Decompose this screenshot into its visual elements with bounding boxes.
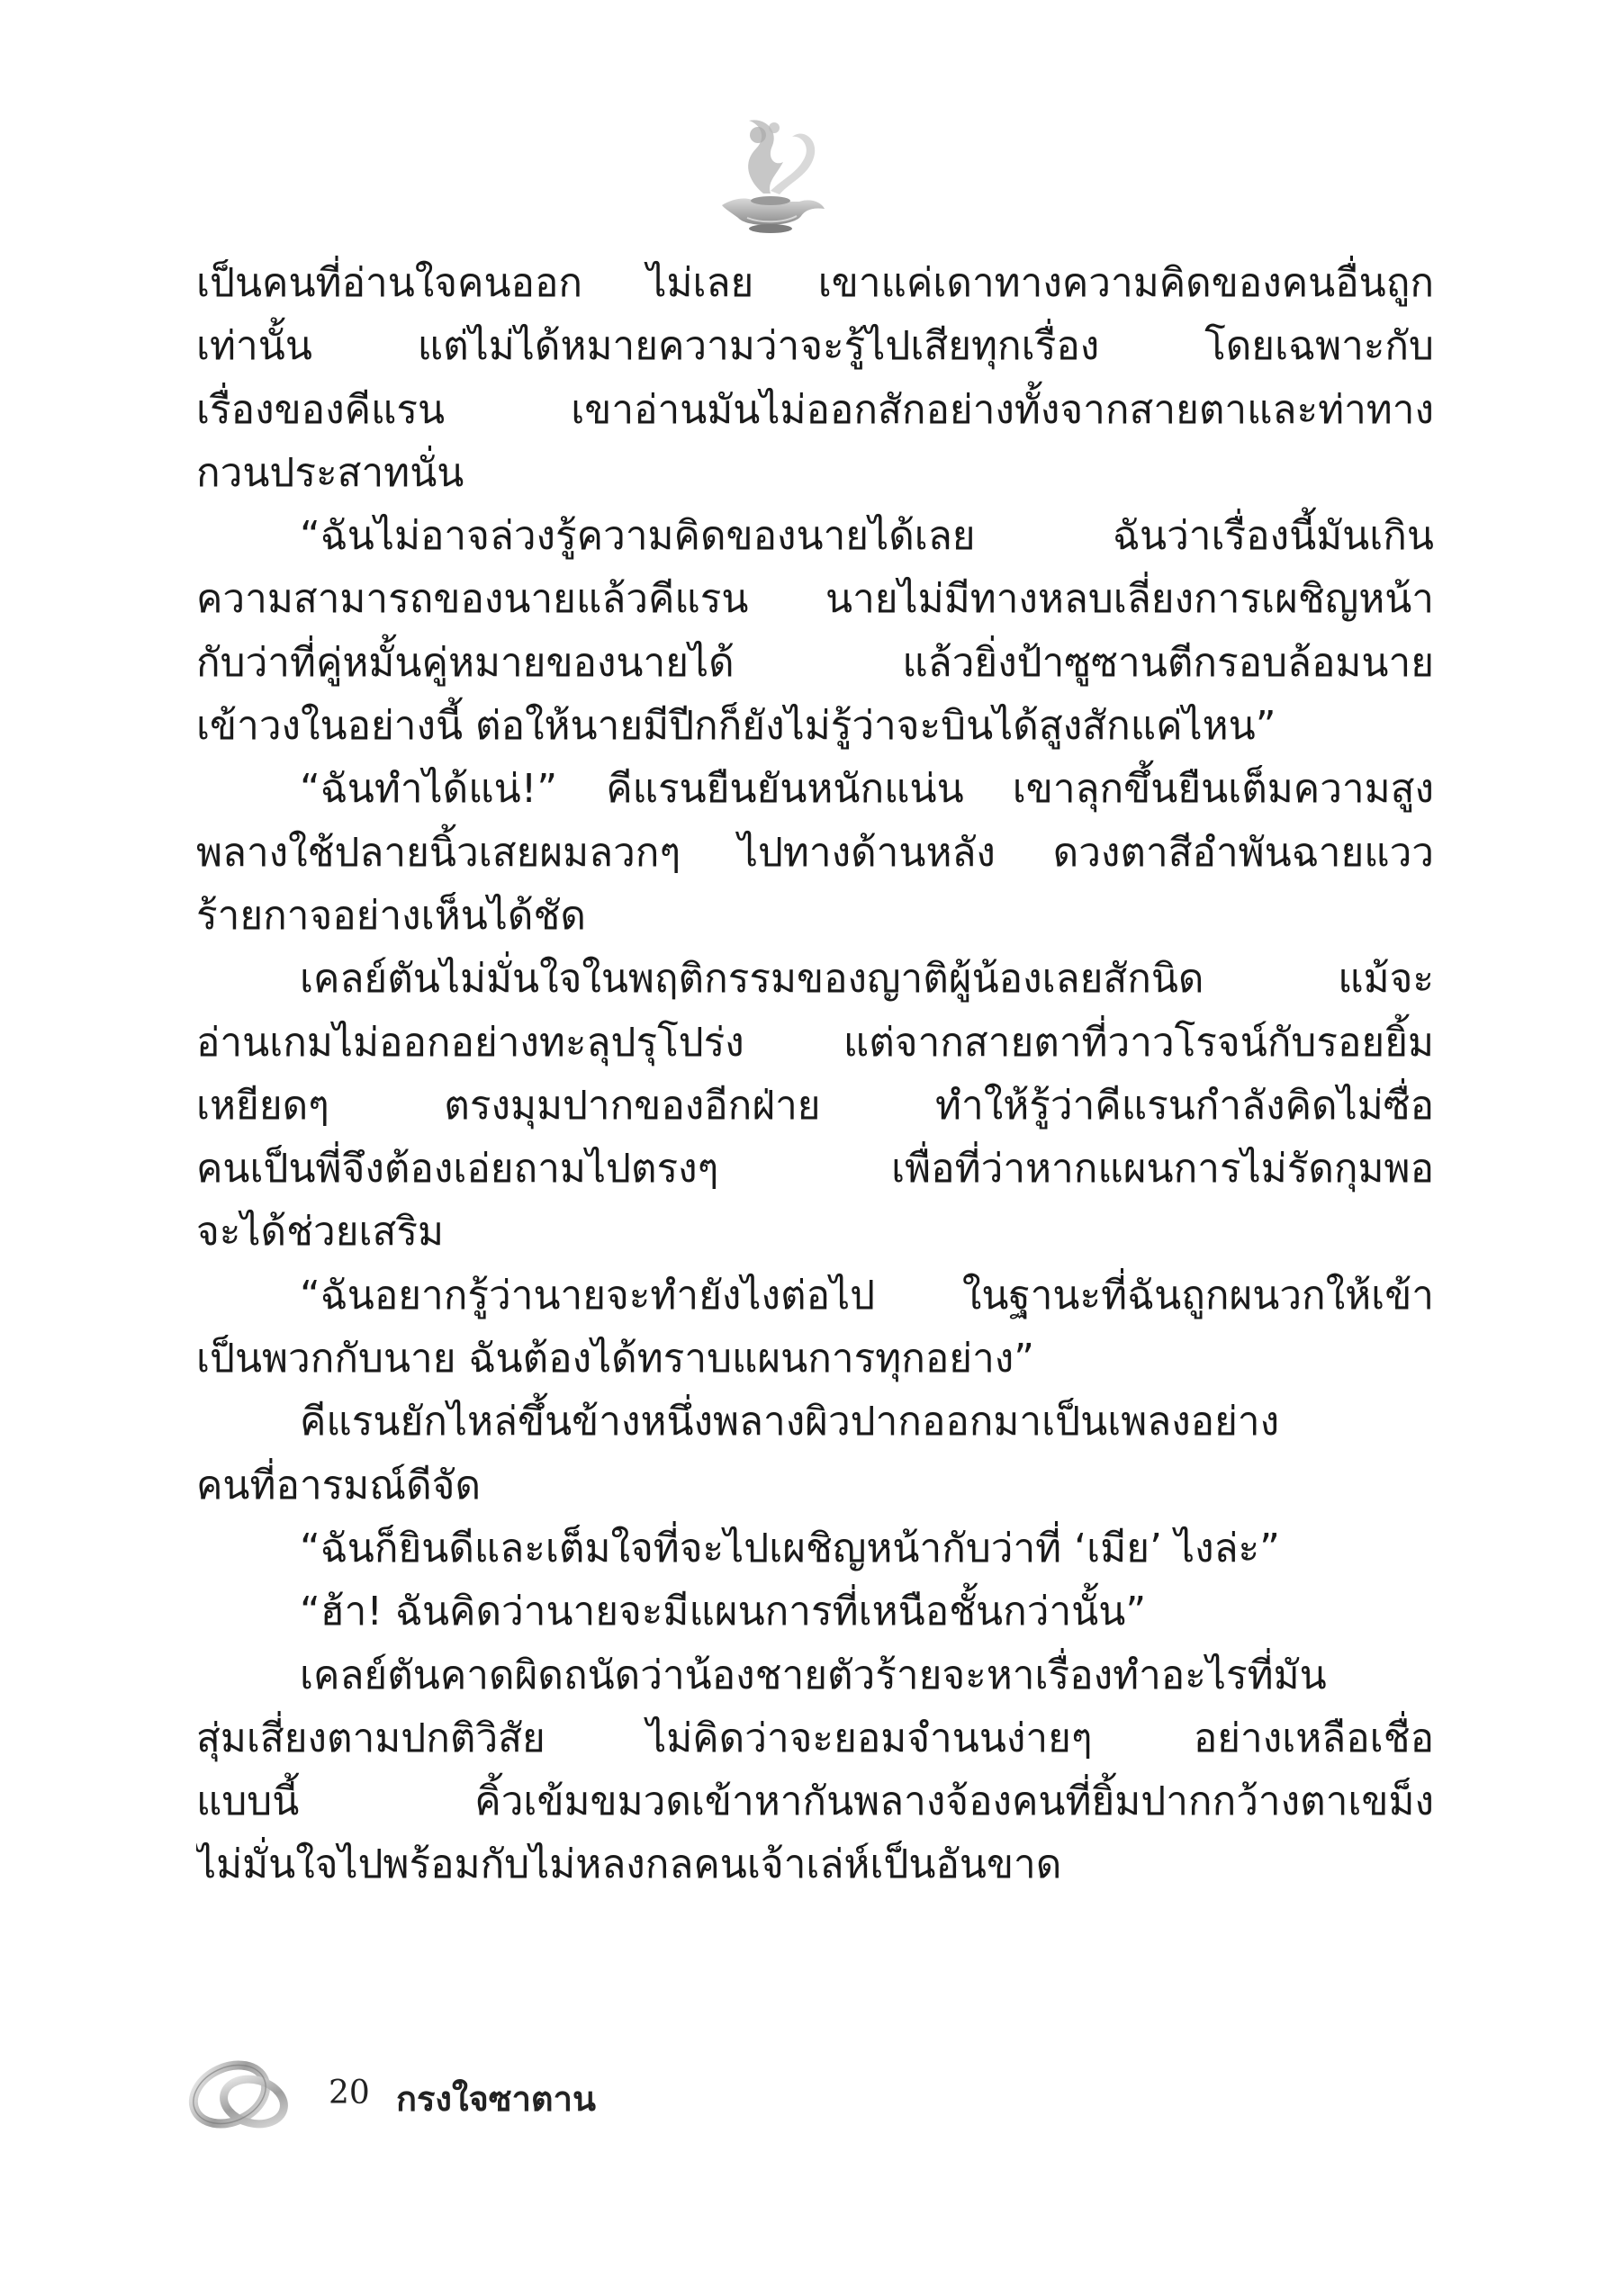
text-line: พลางใช้ปลายนิ้วเสยผมลวกๆ ไปทางด้านหลัง ดวงตาสีอำพันฉายแวว (196, 829, 1434, 876)
text-line: ความสามารถของนายแล้วคีแรน นายไม่มีทางหลบเลี่ยงการเผชิญหน้า (196, 576, 1434, 623)
page-number: 20 (329, 2075, 370, 2111)
text-line: จะได้ช่วยเสริม (196, 1209, 444, 1256)
text-line: เป็นพวกกับนาย ฉันต้องได้ทราบแผนการทุกอย่าง” (196, 1336, 1035, 1382)
text-line: “ฉันไม่อาจล่วงรู้ความคิดของนายได้เลย ฉันว่าเรื่องนี้มันเกิน (300, 513, 1434, 560)
text-line: “ฮ้า! ฉันคิดว่านายจะมีแผนการที่เหนือชั้นกว่านั้น” (300, 1589, 1147, 1635)
text-line: “ฉันทำได้แน่!” คีแรนยืนยันหนักแน่น เขาลุกขึ้นยืนเต็มความสูง (300, 766, 1434, 813)
text-line: เคลย์ตันไม่มั่นใจในพฤติกรรมของญาติผู้น้องเลยสักนิด แม้จะ (300, 956, 1434, 1003)
text-line: แบบนี้ คิ้วเข้มขมวดเข้าหากันพลางจ้องคนที่ยิ้มปากกว้างตาเขม็ง (196, 1778, 1434, 1825)
text-line: คีแรนยักไหล่ขึ้นข้างหนึ่งพลางผิวปากออกมาเป็นเพลงอย่าง (300, 1399, 1280, 1445)
text-line: เคลย์ตันคาดผิดถนัดว่าน้องชายตัวร้ายจะหาเรื่องทำอะไรที่มัน (300, 1652, 1327, 1698)
genie-lamp-icon (711, 108, 828, 243)
text-line: เข้าวงในอย่างนี้ ต่อให้นายมีปีกก็ยังไม่รู้ว่าจะบินได้สูงสักแค่ไหน” (196, 703, 1276, 750)
text-line: “ฉันก็ยินดีและเต็มใจที่จะไปเผชิญหน้ากับว่าที่ ‘เมีย’ ไงล่ะ” (300, 1525, 1280, 1571)
text-line: กับว่าที่คู่หมั้นคู่หมายของนายได้ แล้วยิ่งป้าซูซานตีกรอบล้อมนาย (196, 639, 1434, 686)
body-text (196, 252, 1434, 1897)
book-title: กรงใจซาตาน (396, 2079, 596, 2119)
text-line: ไม่มั่นใจไปพร้อมกับไม่หลงกลคนเจ้าเล่ห์เป็นอันขาด (196, 1841, 1062, 1888)
text-line: “ฉันอยากรู้ว่านายจะทำยังไงต่อไป ในฐานะที่ฉันถูกผนวกให้เข้า (300, 1272, 1434, 1319)
text-line: กวนประสาทนั่น (196, 449, 464, 496)
page-footer (180, 2039, 720, 2147)
text-line: เหยียดๆ ตรงมุมปากของอีกฝ่าย ทำให้รู้ว่าคีแรนกำลังคิดไม่ซื่อ (196, 1082, 1434, 1129)
text-line: เท่านั้น แต่ไม่ได้หมายความว่าจะรู้ไปเสียทุกเรื่อง โดยเฉพาะกับ (196, 323, 1434, 370)
text-line: เป็นคนที่อ่านใจคนออก ไม่เลย เขาแค่เดาทางความคิดของคนอื่นถูก (196, 260, 1434, 306)
wedding-rings-icon (180, 2039, 297, 2147)
text-line: ร้ายกาจอย่างเห็นได้ชัด (196, 892, 586, 939)
text-line: คนที่อารมณ์ดีจัด (196, 1462, 482, 1508)
text-line: คนเป็นพี่จึงต้องเอ่ยถามไปตรงๆ เพื่อที่ว่าหากแผนการไม่รัดกุมพอ (196, 1146, 1434, 1193)
text-line: สุ่มเสี่ยงตามปกติวิสัย ไม่คิดว่าจะยอมจำนนง่ายๆ อย่างเหลือเชื่อ (196, 1715, 1434, 1761)
text-line: เรื่องของคีแรน เขาอ่านมันไม่ออกสักอย่างทั้งจากสายตาและท่าทาง (196, 386, 1434, 433)
text-line: อ่านเกมไม่ออกอย่างทะลุปรุโปร่ง แต่จากสายตาที่วาวโรจน์กับรอยยิ้ม (196, 1019, 1434, 1066)
